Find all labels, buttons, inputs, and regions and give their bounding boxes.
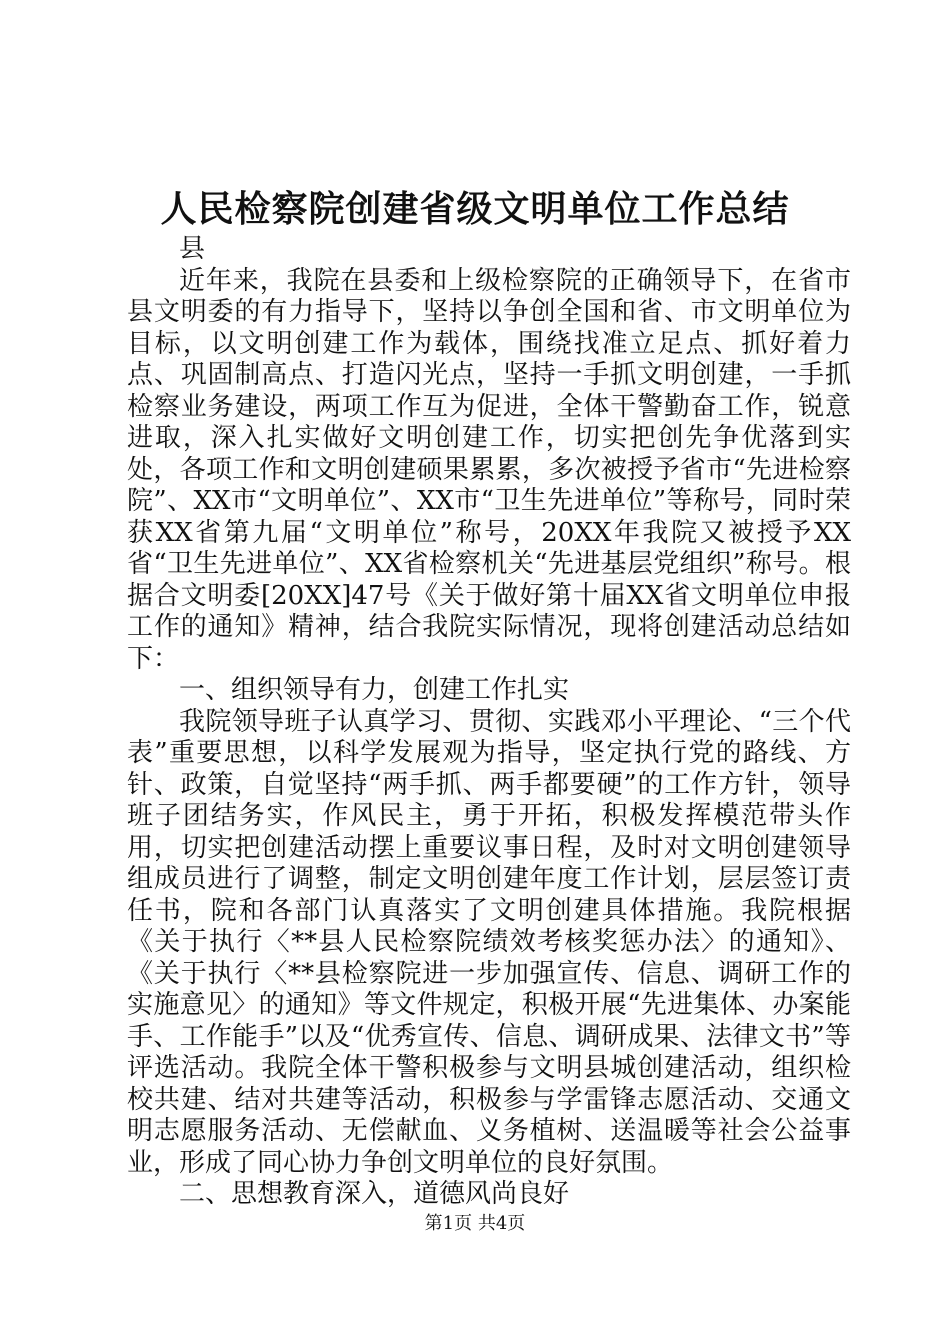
document-body (127, 234, 851, 1211)
document-title: 人民检察院创建省级文明单位工作总结 (160, 188, 790, 230)
paragraph-section-1: 我院领导班子认真学习、贯彻、实践邓小平理论、“三个代表”重要思想，以科学发展观为指导，坚定执行党的路线、方针、政策，自觉坚持“两手抓、两手都要硬”的工作方针，领导班子团结务实，作风民主，勇于开拓，积极发挥模范带头作用，切实把创建活动摆上重要议事日程，及时对文明创建领导组成员进行了调整，制定文明创建年度工作计划，层层签订责任书，院和各部门认真落实了文明创建具体措施。我院根据《关于执行〈**县人民检察院绩效考核奖惩办法〉的通知》、《关于执行〈**县检察院进一步加强宣传、信息、调研工作的实施意见〉的通知》等文件规定，积极开展“先进集体、办案能手、工作能手”以及“优秀宣传、信息、调研成果、法律文书”等评选活动。我院全体干警积极参与文明县城创建活动，组织检校共建、结对共建等活动，积极参与学雷锋志愿活动、交通文明志愿服务活动、无偿献血、义务植树、送温暖等社会公益事业，形成了同心协力争创文明单位的良好氛围。 (127, 706, 851, 1178)
paragraph-county: 县 (179, 234, 206, 264)
section-heading-2: 二、思想教育深入，道德风尚良好 (179, 1179, 570, 1209)
paragraph-intro: 近年来，我院在县委和上级检察院的正确领导下，在省市县文明委的有力指导下，坚持以争创全国和省、市文明单位为目标，以文明创建工作为载体，围绕找准立足点、抓好着力点、巩固制高点、打造闪光点，坚持一手抓文明创建，一手抓检察业务建设，两项工作互为促进，全体干警勤奋工作，锐意进取，深入扎实做好文明创建工作，切实把创先争优落到实处，各项工作和文明创建硕果累累，多次被授予省市“先进检察院”、XX市“文明单位”、XX市“卫生先进单位”等称号，同时荣获XX省第九届“文明单位”称号，20XX年我院又被授予XX省“卫生先进单位”、XX省检察机关“先进基层党组织”称号。根据合文明委[20XX]47号《关于做好第十届XX省文明单位申报工作的通知》精神，结合我院实际情况，现将创建活动总结如下： (127, 265, 851, 674)
page-number-footer: 第1页 共4页 (424, 1213, 526, 1234)
section-heading-1: 一、组织领导有力，创建工作扎实 (179, 675, 570, 705)
